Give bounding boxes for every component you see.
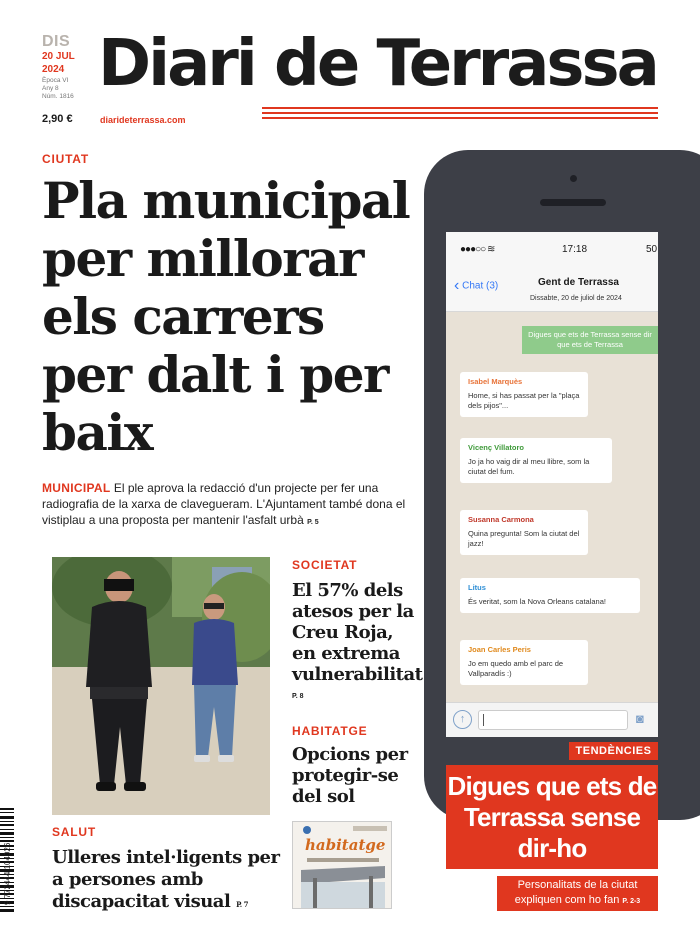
supplement-title: habitatge <box>305 836 386 854</box>
message-author: Litus <box>468 583 486 592</box>
message-author: Susanna Carmona <box>468 515 534 524</box>
website-link[interactable]: diarideterrassa.com <box>100 115 186 125</box>
message-text: És veritat, som la Nova Orleans catalana! <box>468 597 606 606</box>
back-label: Chat <box>462 280 484 292</box>
salut-page-ref: P. 7 <box>236 900 248 909</box>
group-date: Dissabte, 20 de juliol de 2024 <box>530 295 622 302</box>
chevron-left-icon: ‹ <box>454 277 460 294</box>
signal-wifi-icon: ●●●○○ ≋ <box>460 244 495 255</box>
phone-camera-icon <box>570 175 577 182</box>
promo-subtitle-line2: expliquen com ho fan <box>514 894 620 906</box>
edition-any: Any 8 <box>42 85 59 93</box>
lead-keyword: MUNICIPAL <box>42 481 111 495</box>
promo-subtitle-line2-wrap <box>497 893 658 909</box>
societat-headline[interactable]: El 57% dels atesos per la Creu Roja, en extrema vulnerabilitat <box>292 580 423 685</box>
message-text: Home, si has passat per la "plaça dels pijos"... <box>468 391 580 410</box>
camera-icon[interactable]: ◙ <box>636 711 644 726</box>
main-headline[interactable]: Pla municipal per millorar els carrers per dalt i per baix <box>42 171 410 462</box>
chat-screen <box>446 232 658 737</box>
chat-message <box>460 578 640 613</box>
newspaper-logo: Diari de Terrassa <box>98 27 657 101</box>
promo-headline[interactable]: Digues que ets de Terrassa sense dir-ho <box>446 765 658 869</box>
message-author: Isabel Marquès <box>468 377 523 386</box>
section-label-societat: SOCIETAT <box>292 558 358 572</box>
price: 2,90 € <box>42 113 73 125</box>
story-photo[interactable] <box>52 557 270 815</box>
promo-page-ref: P. 2-3 <box>622 898 641 905</box>
section-label-habitatge: HABITATGE <box>292 724 368 738</box>
page-ref: P. 5 <box>307 519 319 526</box>
promo-subtitle-line1: Personalitats de la ciutat <box>517 879 638 891</box>
barcode-number: 9 772444 104026 <box>3 842 12 905</box>
lead-text: El ple aprova la redacció d'un projecte per fer una radiografia de la xarxa de clavegueram. L'Ajuntament també dona el vistiplau a una proposta per mantenir l'asfalt urbà <box>42 481 406 527</box>
edition-year: 2024 <box>42 63 65 75</box>
message-text: Quina pregunta! Som la ciutat del jazz! <box>468 529 580 548</box>
edition-day: DIS <box>42 33 71 50</box>
message-text: Jo ja ho vaig dir al meu llibre, som la ciutat del fum. <box>468 457 590 476</box>
status-bar <box>446 232 658 268</box>
section-tag-tendencies: TENDÈNCIES <box>569 742 658 760</box>
outgoing-message: Digues que ets de Terrassa sense dir que ets de Terrassa <box>522 326 658 354</box>
edition-number: Núm. 1816 <box>42 93 74 101</box>
message-input[interactable] <box>478 710 628 730</box>
chat-message <box>460 372 588 417</box>
salut-headline-text: Ulleres intel·ligents per a persones amb discapacitat visual <box>52 847 280 912</box>
edition-date: 20 JUL <box>42 51 75 62</box>
status-time: 17:18 <box>562 244 588 255</box>
section-label-salut: SALUT <box>52 825 96 839</box>
promo-subtitle <box>497 876 658 911</box>
back-button[interactable] <box>454 277 498 295</box>
message-author: Vicenç Villatoro <box>468 443 524 452</box>
chat-message <box>460 510 588 555</box>
message-author: Joan Carles Peris <box>468 645 531 654</box>
habitatge-headline[interactable]: Opcions per protegir-se del sol <box>292 744 408 807</box>
group-title: Gent de Terrassa <box>538 277 619 288</box>
habitatge-supplement-cover[interactable] <box>292 821 392 909</box>
edition-info <box>42 34 102 101</box>
societat-page-ref: P. 8 <box>292 693 304 700</box>
phone-speaker <box>540 199 606 206</box>
message-input-bar <box>446 702 658 737</box>
section-label-ciutat: CIUTAT <box>42 152 90 166</box>
salut-headline[interactable] <box>52 847 292 916</box>
masthead-rule-lines <box>262 107 658 122</box>
chat-header <box>446 268 658 312</box>
status-battery: 50 <box>646 244 658 255</box>
chat-message <box>460 438 612 483</box>
edition-epoca: Època VI <box>42 77 69 84</box>
main-lead <box>42 480 412 531</box>
upload-arrow-icon[interactable]: ↑ <box>453 710 472 729</box>
message-text: Jo em quedo amb el parc de Vallparadís :) <box>468 659 564 678</box>
unread-count: (3) <box>486 280 499 292</box>
chat-message <box>460 640 588 685</box>
